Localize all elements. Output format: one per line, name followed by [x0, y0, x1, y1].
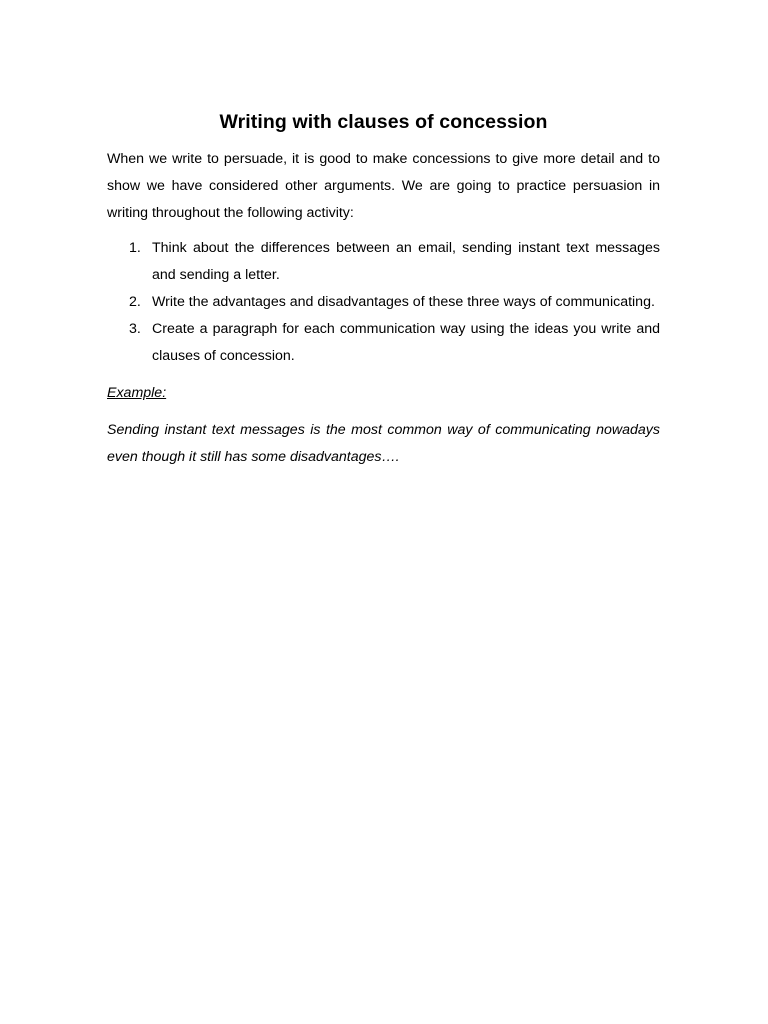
- example-label: Example:: [107, 385, 167, 401]
- list-item-step-3: [107, 316, 660, 370]
- intro-paragraph: When we write to persuade, it is good to make concessions to give more detail and to show we have considered other arguments. We are going to practice persuasion in writing throughout the following activity:: [107, 151, 660, 221]
- step-number: 3.: [129, 321, 141, 337]
- document-title: Writing with clauses of concession: [219, 111, 548, 133]
- example-paragraph: Sending instant text messages is the most common way of communicating nowadays even though it still has some disadvantages….: [107, 422, 660, 465]
- step-text: Write the advantages and disadvantages of these three ways of communicating.: [152, 294, 655, 310]
- list-item-step-1: [107, 235, 660, 289]
- step-text: Think about the differences between an email, sending instant text messages and sending a letter.: [152, 240, 660, 283]
- document-content: [107, 108, 660, 471]
- step-number: 1.: [129, 240, 141, 256]
- step-number: 2.: [129, 294, 141, 310]
- list-item-step-2: [107, 289, 660, 316]
- activity-steps-list: [107, 235, 660, 370]
- step-text: Create a paragraph for each communication way using the ideas you write and clauses of concession.: [152, 321, 660, 364]
